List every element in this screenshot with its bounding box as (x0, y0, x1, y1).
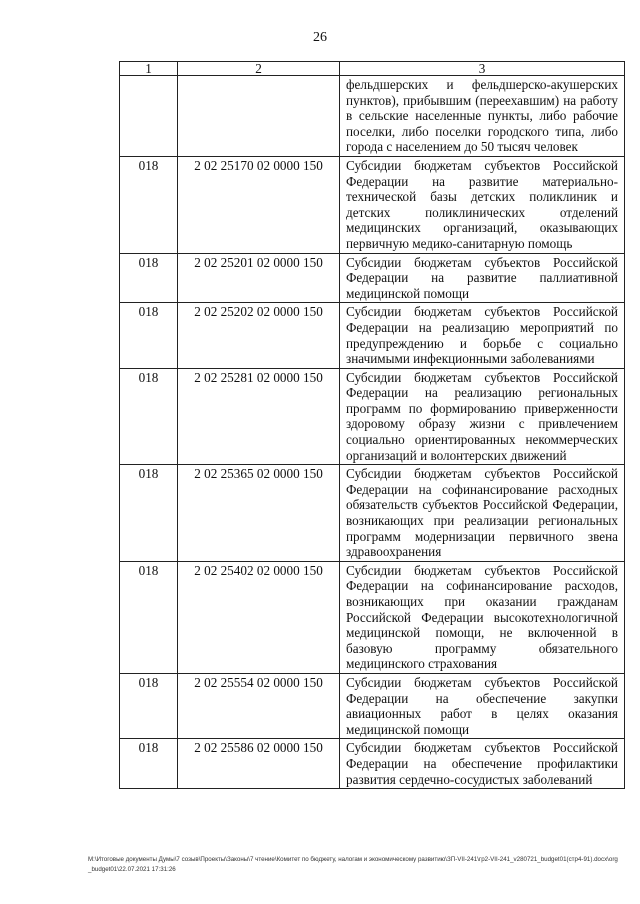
table-row (120, 156, 625, 253)
table-row (120, 465, 625, 562)
cell-admin: 018 (120, 156, 178, 253)
cell-admin: 018 (120, 561, 178, 673)
cell-description: Субсидии бюджетам субъектов Российской Федерации на софинансирование расходов, возникающих при оказании гражданам Российской Федерации высокотехнологичной медицинской помощи, не включенной в базовую программу обязательного медицинского страхования (340, 561, 625, 673)
cell-code (178, 76, 340, 157)
cell-code: 2 02 25402 02 0000 150 (178, 561, 340, 673)
cell-code: 2 02 25201 02 0000 150 (178, 253, 340, 303)
cell-description: Субсидии бюджетам субъектов Российской Федерации на софинансирование расходных обязательств субъектов Российской Федерации, возникающих при реализации региональных программ модернизации первичного звена здравоохранения (340, 465, 625, 562)
cell-admin: 018 (120, 739, 178, 789)
cell-code: 2 02 25281 02 0000 150 (178, 368, 340, 465)
cell-code: 2 02 25365 02 0000 150 (178, 465, 340, 562)
cell-description: Субсидии бюджетам субъектов Российской Федерации на обеспечение профилактики развития сердечно-сосудистых заболеваний (340, 739, 625, 789)
cell-admin: 018 (120, 368, 178, 465)
table-row-continuation (120, 76, 625, 157)
column-header-3: 3 (340, 62, 625, 76)
cell-admin (120, 76, 178, 157)
cell-description: фельдшерских и фельдшерско-акушерских пунктов), прибывшим (переехавшим) на работу в сельские населенные пункты, либо рабочие поселки, либо поселки городского типа, либо города с населением до 50 тысяч человек (340, 76, 625, 157)
cell-description: Субсидии бюджетам субъектов Российской Федерации на развитие паллиативной медицинской помощи (340, 253, 625, 303)
cell-admin: 018 (120, 465, 178, 562)
cell-admin: 018 (120, 253, 178, 303)
table-header-row (120, 62, 625, 76)
table-row (120, 561, 625, 673)
cell-description: Субсидии бюджетам субъектов Российской Федерации на развитие материально-технической базы детских поликлиник и детских поликлинических отделений медицинских организаций, оказывающих первичную медико-санитарную помощь (340, 156, 625, 253)
table-row (120, 303, 625, 368)
file-path-footer: M:\Итоговые документы Думы\7 созыв\Проекты\Законы\7 чтение\Комитет по бюджету, налогам и экономическому развитию\ЗП-VII-241\гр2-VII-241_v280721_budget01(стр4-91).docx\org_budget01\22.07.2021 17:31:26 (88, 856, 618, 873)
cell-description: Субсидии бюджетам субъектов Российской Федерации на реализацию региональных программ по формированию приверженности здоровому образу жизни с привлечением социально ориентированных некоммерческих организаций и волонтерских движений (340, 368, 625, 465)
cell-code: 2 02 25554 02 0000 150 (178, 673, 340, 738)
table-row (120, 368, 625, 465)
cell-code: 2 02 25202 02 0000 150 (178, 303, 340, 368)
cell-admin: 018 (120, 673, 178, 738)
column-header-2: 2 (178, 62, 340, 76)
table-row (120, 253, 625, 303)
revenue-codes-table (119, 61, 625, 789)
page-number: 26 (313, 30, 327, 45)
table-row (120, 673, 625, 738)
cell-code: 2 02 25586 02 0000 150 (178, 739, 340, 789)
column-header-1: 1 (120, 62, 178, 76)
cell-description: Субсидии бюджетам субъектов Российской Федерации на реализацию мероприятий по предупреждению и борьбе с социально значимыми инфекционными заболеваниями (340, 303, 625, 368)
cell-admin: 018 (120, 303, 178, 368)
cell-code: 2 02 25170 02 0000 150 (178, 156, 340, 253)
table-row (120, 739, 625, 789)
cell-description: Субсидии бюджетам субъектов Российской Федерации на обеспечение закупки авиационных работ в целях оказания медицинской помощи (340, 673, 625, 738)
